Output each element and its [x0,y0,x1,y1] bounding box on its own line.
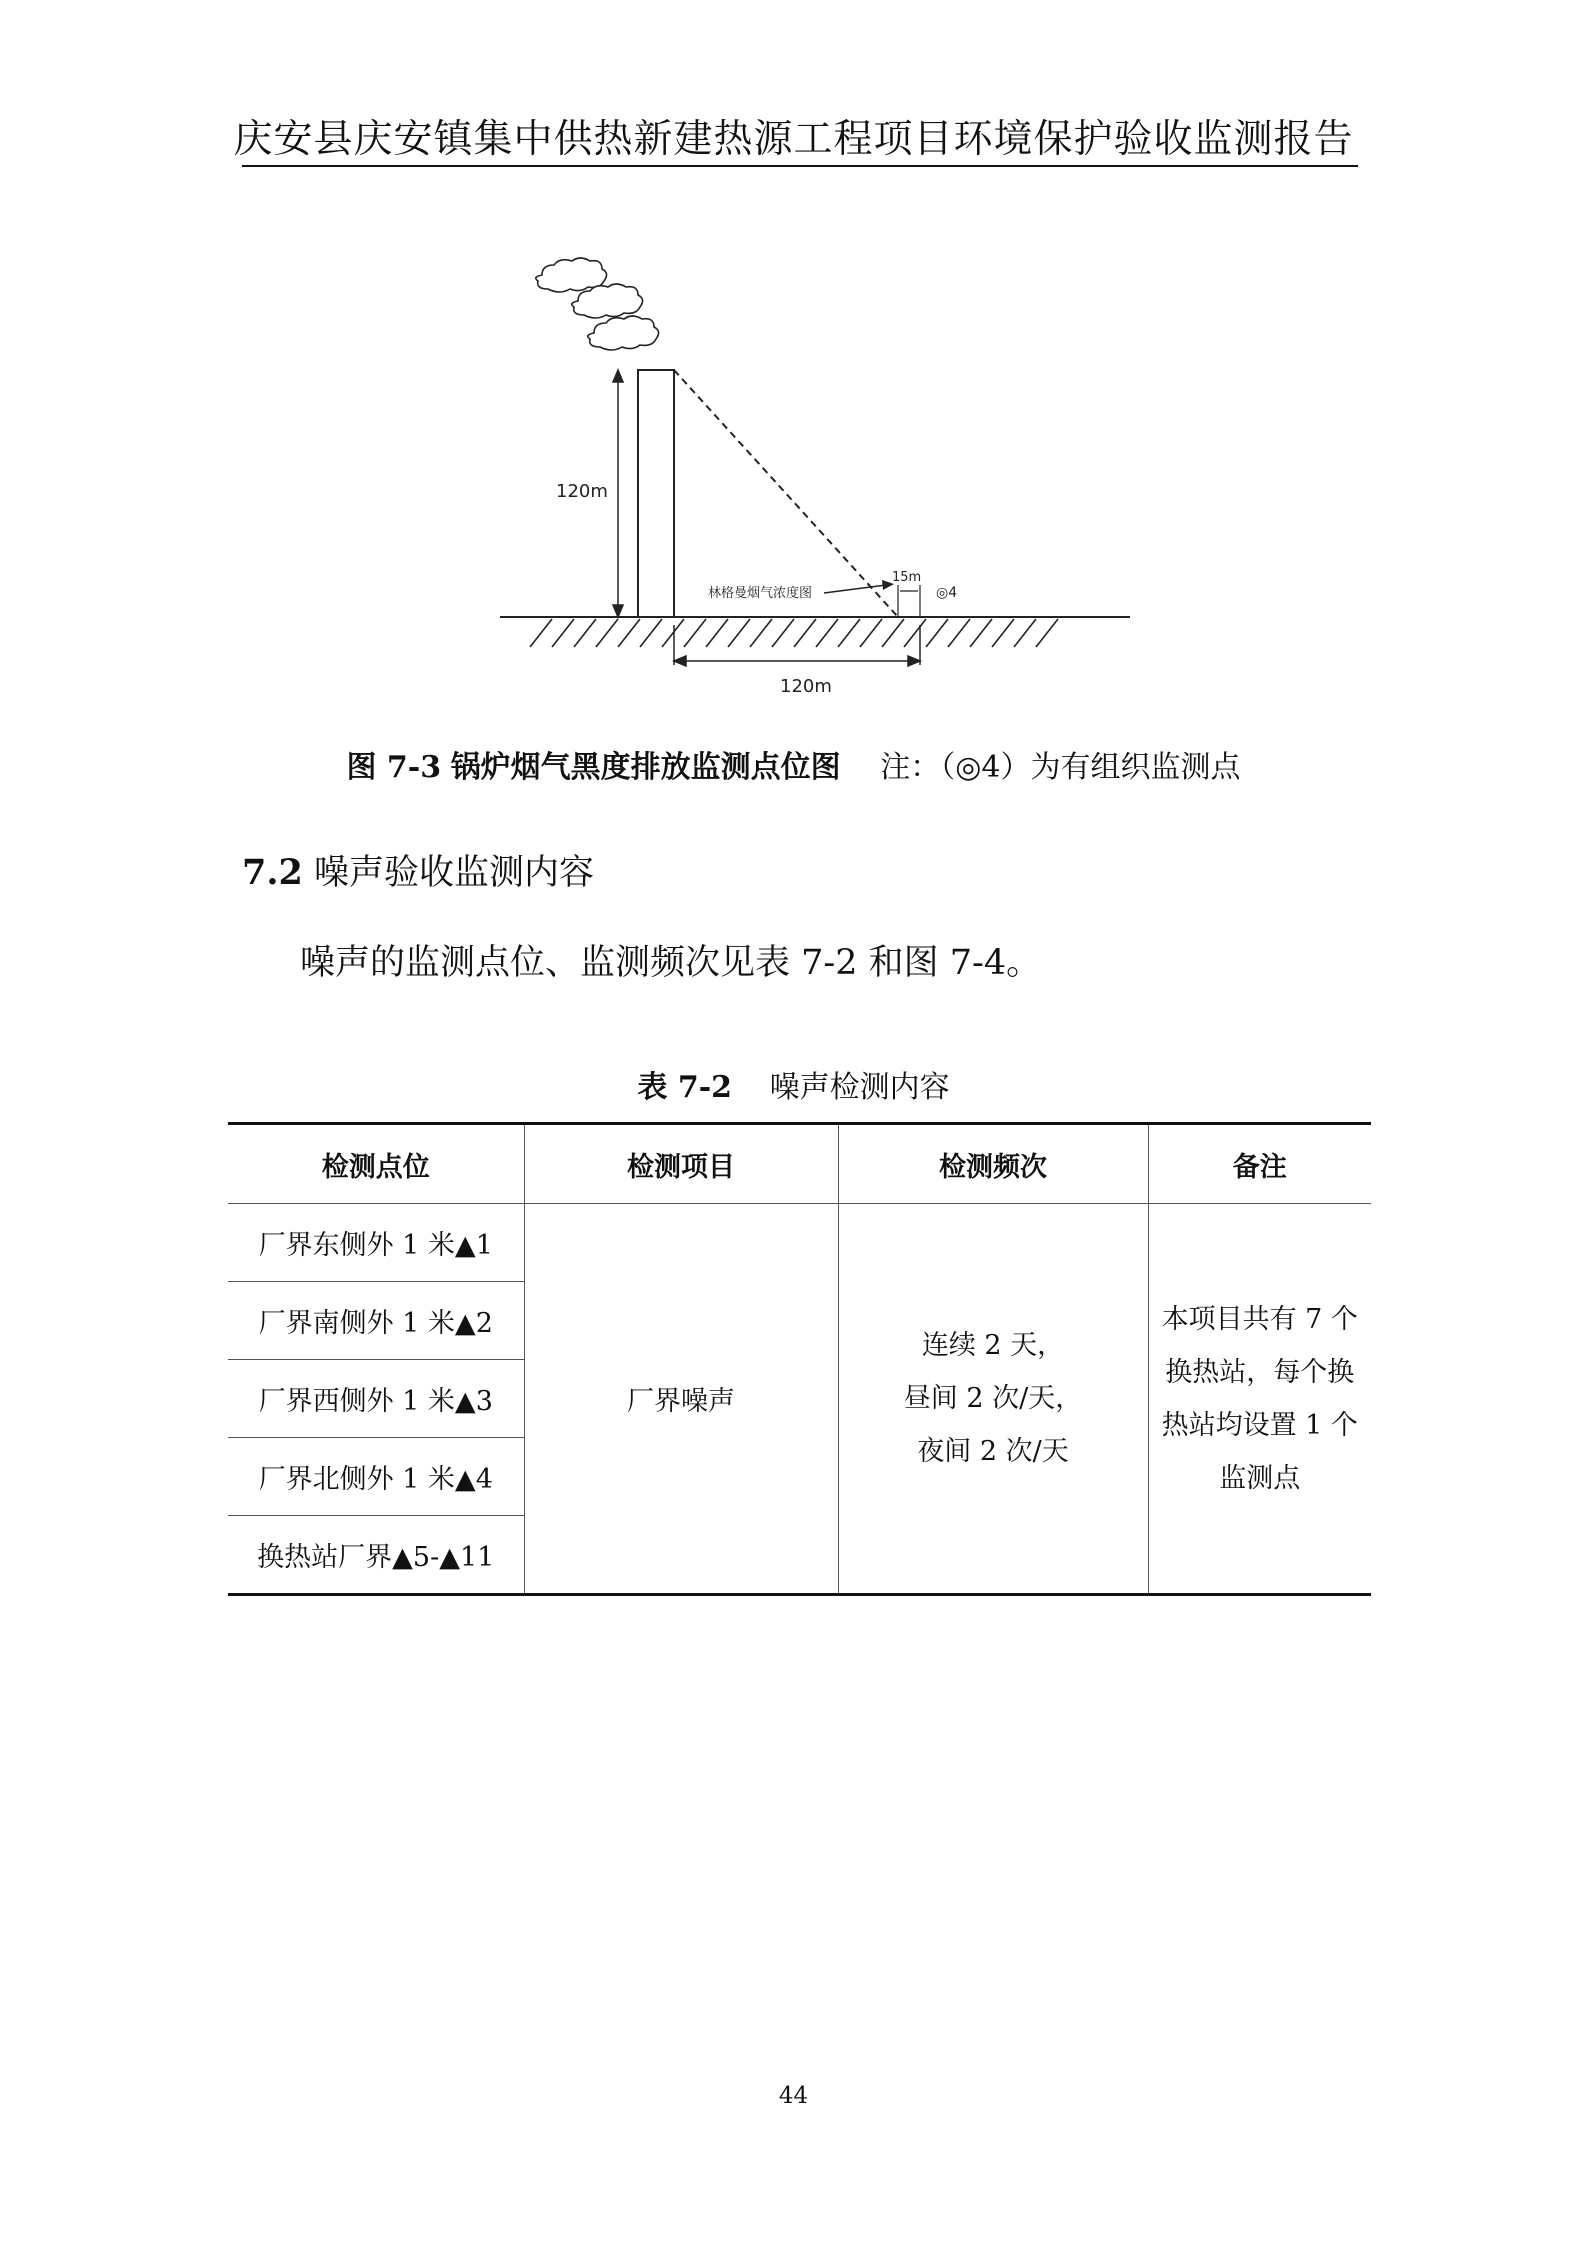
figure-caption-title: 锅炉烟气黑度排放监测点位图 [450,750,841,785]
smoke-clouds [536,258,659,350]
frequency-line: 昼间 2 次/天， [903,1383,1083,1414]
point-cell: 厂界南侧外 1 米▲2 [228,1282,524,1360]
body-paragraph: 噪声的监测点位、监测频次见表 7-2 和图 7-4。 [300,943,1042,983]
figure-caption-label: 图 7-3 [346,750,442,785]
frequency-line: 连续 2 天， [921,1330,1065,1361]
header-remark: 备注 [1148,1124,1371,1204]
header-point: 检测点位 [228,1124,524,1204]
point-cell: 厂界北侧外 1 米▲4 [228,1438,524,1516]
ringelmann-chart-label: 林格曼烟气浓度图 [708,586,813,601]
figure-caption-note: 注：（◎4）为有组织监测点 [880,750,1241,785]
monitoring-point-label: ◎4 [936,585,958,601]
point-cell: 厂界东侧外 1 米▲1 [228,1204,524,1282]
table-caption-title: 噪声检测内容 [769,1070,950,1105]
remark-line: 热站均设置 1 个 [1161,1409,1358,1441]
page-number: 44 [778,2083,809,2109]
section-number: 7.2 [242,852,303,893]
distance-label: 120m [780,676,832,697]
header-title: 庆安县庆安镇集中供热新建热源工程项目环境保护验收监测报告 [233,117,1354,162]
item-cell: 厂界噪声 [524,1204,838,1595]
table-caption [0,1062,1587,1106]
point-cell: 换热站厂界▲5-▲11 [228,1516,524,1595]
figure-caption [0,742,1587,786]
ground-hatching [530,619,1058,647]
chimney [638,370,674,617]
section-heading [242,845,594,895]
table-caption-label: 表 7-2 [637,1070,733,1105]
height-label: 120m [556,481,608,502]
remark-cell [1148,1204,1371,1595]
sight-line [674,370,898,617]
cloud-shape [588,316,659,350]
point-cell: 厂界西侧外 1 米▲3 [228,1360,524,1438]
table-header-row [228,1124,1371,1204]
header-rule [242,165,1358,167]
height-dimension [613,370,623,617]
monitoring-point-diagram [490,245,1140,705]
diagram-svg [490,245,1140,705]
offset-label: 15m [892,570,922,585]
header-frequency: 检测频次 [838,1124,1148,1204]
noise-monitoring-table [228,1122,1371,1596]
pointer-arrow [824,580,894,593]
frequency-line: 夜间 2 次/天 [917,1436,1069,1467]
remark-line: 本项目共有 7 个 [1161,1303,1358,1335]
section-title: 噪声验收监测内容 [314,853,595,893]
table-row [228,1204,1371,1282]
remark-line: 监测点 [1219,1462,1301,1494]
header-item: 检测项目 [524,1124,838,1204]
remark-line: 换热站，每个换 [1165,1356,1355,1388]
frequency-cell [838,1204,1148,1595]
offset-dimension [898,585,920,617]
